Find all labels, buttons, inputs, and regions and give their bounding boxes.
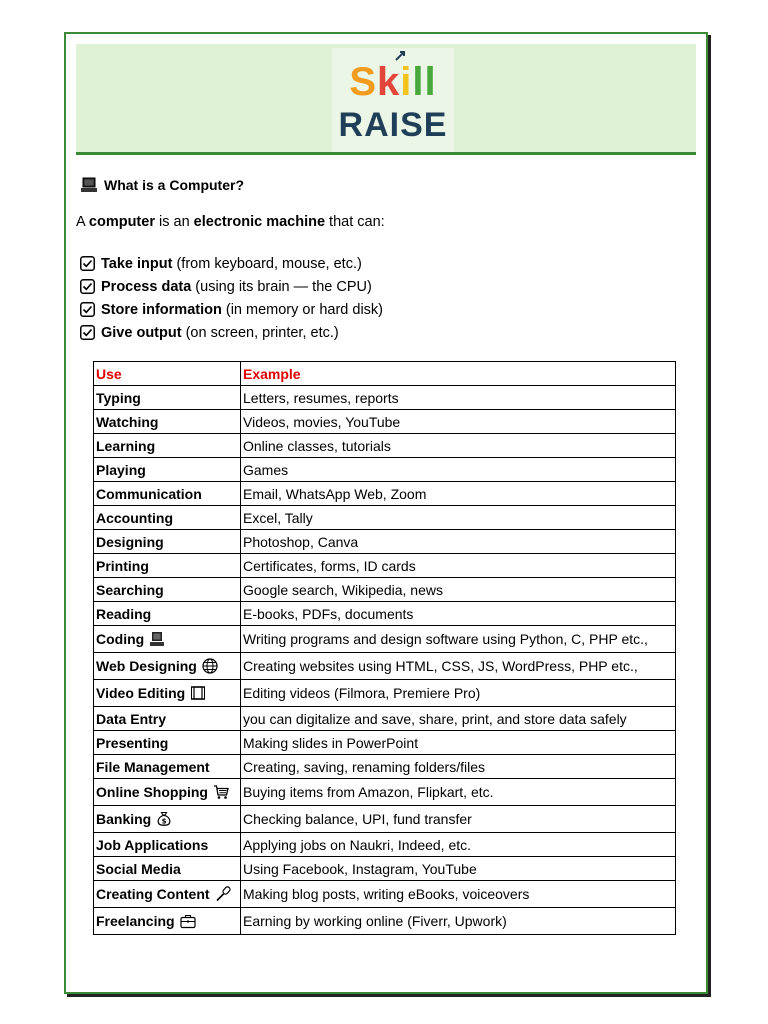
microphone-icon <box>215 886 231 902</box>
svg-text:$: $ <box>161 817 167 825</box>
table-row: Accounting Excel, Tally <box>94 506 676 530</box>
table-row: Data Entry you can digitalize and save, share, print, and store data safely <box>94 707 676 731</box>
computer-uses-table <box>93 361 676 935</box>
laptop-icon <box>80 177 98 193</box>
checkbox-icon <box>80 256 95 271</box>
table-row: Playing Games <box>94 458 676 482</box>
table-row: Designing Photoshop, Canva <box>94 530 676 554</box>
intro-bold-machine: electronic machine <box>193 214 326 230</box>
briefcase-icon <box>180 913 196 929</box>
table-row: Freelancing Earning by working online (Fiverr, Upwork) <box>94 908 676 935</box>
table-row: Typing Letters, resumes, reports <box>94 386 676 410</box>
table-row: Reading E-books, PDFs, documents <box>94 602 676 626</box>
table-row: Communication Email, WhatsApp Web, Zoom <box>94 482 676 506</box>
table-row: File Management Creating, saving, renaming folders/files <box>94 755 676 779</box>
skill-raise-logo <box>332 48 454 152</box>
table-row: Online Shopping Buying items from Amazon, Flipkart, etc. <box>94 779 676 806</box>
laptop-icon <box>149 631 165 647</box>
table-row: Social Media Using Facebook, Instagram, YouTube <box>94 857 676 881</box>
table-row: Web Designing Creating websites using HTML, CSS, JS, WordPress, PHP etc., <box>94 653 676 680</box>
globe-icon <box>202 658 218 674</box>
table-row: Presenting Making slides in PowerPoint <box>94 731 676 755</box>
table-row: Video Editing Editing videos (Filmora, Premiere Pro) <box>94 680 676 707</box>
document-frame <box>64 32 708 994</box>
header-example: Example <box>241 362 676 386</box>
table-row: Job Applications Applying jobs on Naukri, Indeed, etc. <box>94 833 676 857</box>
section-heading <box>80 177 244 193</box>
intro-paragraph: A computer is an electronic machine that can: <box>76 214 385 230</box>
logo-skill-text: Skill <box>349 60 437 104</box>
checklist-item: Process data (using its brain — the CPU) <box>80 275 383 298</box>
table-row: Learning Online classes, tutorials <box>94 434 676 458</box>
film-icon <box>190 685 206 701</box>
table-row: Searching Google search, Wikipedia, news <box>94 578 676 602</box>
money-bag-icon <box>156 811 172 827</box>
checkbox-icon <box>80 325 95 340</box>
table-row: Banking $ Checking balance, UPI, fund transfer <box>94 806 676 833</box>
table-row: Printing Certificates, forms, ID cards <box>94 554 676 578</box>
header-banner <box>76 44 696 155</box>
checklist-item: Give output (on screen, printer, etc.) <box>80 321 383 344</box>
table-header-row <box>94 362 676 386</box>
logo-raise-text: RAISE <box>338 106 448 144</box>
checkbox-icon <box>80 302 95 317</box>
intro-bold-computer: computer <box>88 214 155 230</box>
checkbox-icon <box>80 279 95 294</box>
table-row: Watching Videos, movies, YouTube <box>94 410 676 434</box>
heading-text: What is a Computer? <box>104 177 245 193</box>
checklist-item: Take input (from keyboard, mouse, etc.) <box>80 252 383 275</box>
table-row: Creating Content Making blog posts, writing eBooks, voiceovers <box>94 881 676 908</box>
capability-checklist <box>80 252 383 344</box>
header-use: Use <box>94 362 241 386</box>
table-row: Coding Writing programs and design software using Python, C, PHP etc., <box>94 626 676 653</box>
checklist-item: Store information (in memory or hard disk) <box>80 298 383 321</box>
cart-icon <box>213 784 229 800</box>
